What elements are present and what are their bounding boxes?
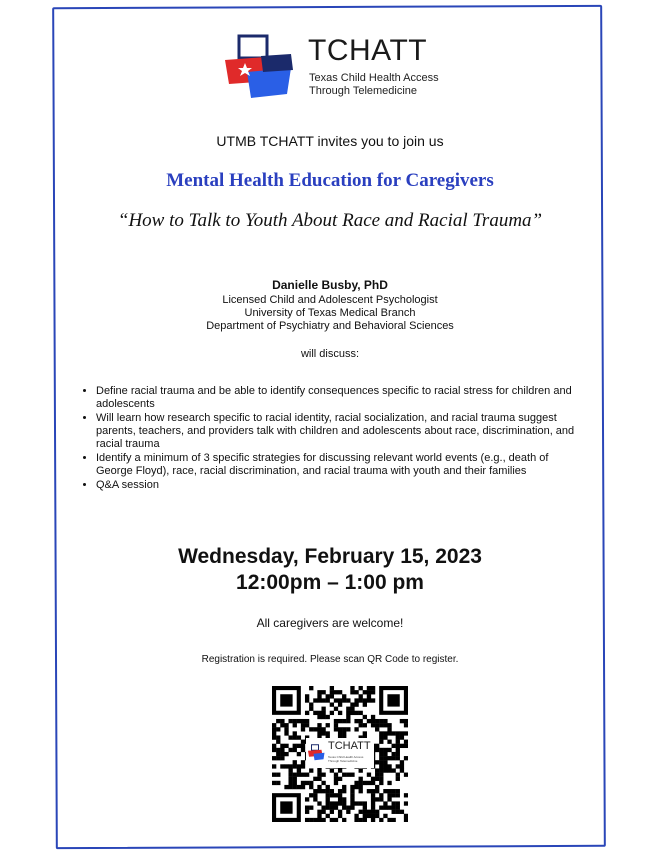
registration-qr-code[interactable] bbox=[272, 686, 408, 822]
qr-finder-square bbox=[387, 694, 399, 706]
event-title: Mental Health Education for Caregivers bbox=[166, 170, 494, 191]
qr-finder-square bbox=[280, 694, 292, 706]
list-item: • Q&A session bbox=[96, 479, 586, 492]
speaker-department: Department of Psychiatry and Behavioral Sciences bbox=[206, 320, 454, 332]
qr-tchatt-icon bbox=[307, 743, 327, 763]
brand-subtitle-line1: Texas Child Health Access bbox=[309, 72, 439, 84]
speaker-institution: University of Texas Medical Branch bbox=[244, 307, 416, 319]
topic-list bbox=[78, 385, 586, 493]
registration-text: Registration is required. Please scan QR Code to register. bbox=[201, 654, 459, 665]
welcome-text: All caregivers are welcome! bbox=[256, 616, 404, 630]
qr-logo bbox=[306, 738, 374, 768]
invite-text: UTMB TCHATT invites you to join us bbox=[216, 133, 444, 149]
qr-finder-square bbox=[280, 801, 292, 813]
list-item: • Identify a minimum of 3 specific strategies for discussing relevant world events (e.g., death of George Floyd), race, racial discrimination, and racial trauma with youth and their families bbox=[96, 452, 586, 478]
speaker-name: Danielle Busby, PhD bbox=[272, 278, 388, 292]
brand-subtitle-line2: Through Telemedicine bbox=[309, 85, 418, 97]
brand-name: TCHATT bbox=[308, 34, 428, 67]
tchatt-suitcase-icon bbox=[221, 34, 301, 104]
talk-subtitle: “How to Talk to Youth About Race and Racial Trauma” bbox=[117, 210, 543, 231]
speaker-title: Licensed Child and Adolescent Psychologist bbox=[222, 294, 438, 306]
brand-subtitle bbox=[309, 72, 439, 98]
will-discuss-label: will discuss: bbox=[300, 348, 360, 360]
event-time: 12:00pm – 1:00 pm bbox=[236, 571, 424, 594]
list-item: • Will learn how research specific to racial identity, racial socialization, and racial trauma suggest parents, teachers, and providers talk with children and adolescents about race, discrimination, and racial trauma bbox=[96, 412, 586, 451]
qr-logo-brand: TCHATT bbox=[328, 740, 371, 752]
list-item: • Define racial trauma and be able to identify consequences specific to racial stress for children and adolescents bbox=[96, 385, 586, 411]
tchatt-logo bbox=[221, 34, 451, 104]
event-date: Wednesday, February 15, 2023 bbox=[178, 545, 482, 568]
qr-logo-subtitle: Texas Child Health Access Through Telemedicine bbox=[328, 755, 364, 763]
